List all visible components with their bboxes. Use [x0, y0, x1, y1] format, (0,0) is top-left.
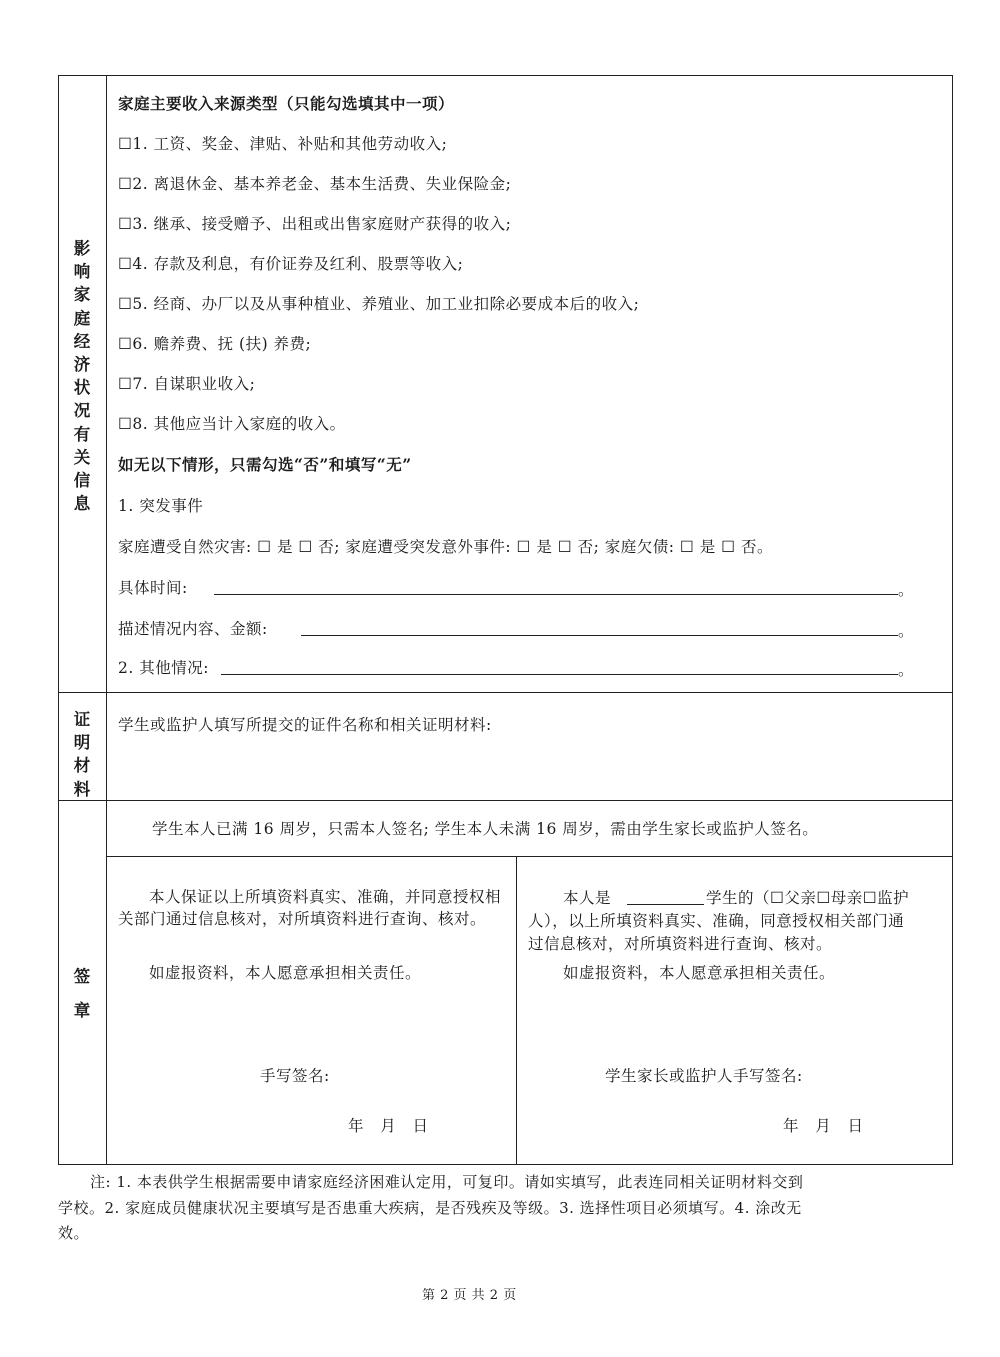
right-line-2: 人），以上所填资料真实、准确，同意授权相关部门通: [528, 912, 905, 930]
right-date: 年 月 日: [783, 1117, 864, 1135]
right-line-1b: 学生的（☐父亲☐母亲☐监护: [706, 889, 910, 907]
left-date: 年 月 日: [348, 1117, 429, 1135]
income-option-3: ☐3. 继承、接受赠予、出租或出售家庭财产获得的收入;: [118, 215, 512, 233]
page-footer: 第 2 页 共 2 页: [422, 1288, 517, 1303]
left-declaration: 本人保证以上所填资料真实、准确，并同意授权相关部门通过信息核对，对所填资料进行查询、核对。: [118, 888, 502, 928]
table-right-border: [952, 75, 953, 1165]
other-end-mark: 。: [898, 661, 915, 679]
income-option-1: ☐1. 工资、奖金、津贴、补贴和其他劳动收入;: [118, 135, 448, 153]
events-heading: 如无以下情形，只需勾选“否”和填写“无”: [118, 455, 412, 474]
note-line-1: 注: 1. 本表供学生根据需要申请家庭经济困难认定用，可复印。请如实填写，此表连同相关证明材料交到: [90, 1173, 804, 1191]
table-bottom-border: [58, 1164, 953, 1165]
events-sub-heading: 1. 突发事件: [118, 497, 204, 515]
note-line-3: 效。: [58, 1224, 90, 1242]
row-divider-2: [58, 800, 953, 801]
sign-notice: 学生本人已满 16 周岁，只需本人签名; 学生本人未满 16 周岁，需由学生家长或监护人签名。: [152, 820, 819, 838]
desc-field[interactable]: [301, 635, 898, 636]
time-end-mark: 。: [898, 581, 915, 599]
left-declaration-2: 如虚报资料，本人愿意承担相关责任。: [149, 964, 422, 982]
sign-split-divider: [516, 856, 517, 1165]
right-declaration-2: 如虚报资料，本人愿意承担相关责任。: [563, 964, 836, 982]
desc-end-mark: 。: [898, 622, 915, 640]
events-checkbox-line: 家庭遭受自然灾害: ☐ 是 ☐ 否; 家庭遭受突发意外事件: ☐ 是 ☐ 否; 家庭欠债: ☐ 是 ☐ 否。: [118, 538, 773, 556]
income-option-6: ☐6. 赡养费、抚 (扶) 养费;: [118, 335, 312, 353]
proof-input-area[interactable]: [118, 740, 938, 792]
right-student-name-field[interactable]: [627, 904, 704, 905]
right-line-1a: 本人是: [563, 889, 612, 907]
time-field[interactable]: [214, 594, 898, 595]
income-option-2: ☐2. 离退休金、基本养老金、基本生活费、失业保险金;: [118, 175, 512, 193]
desc-label: 描述情况内容、金额:: [118, 620, 268, 638]
right-signature-field[interactable]: [825, 1062, 940, 1086]
row-divider-1: [58, 692, 953, 693]
table-left-border: [58, 75, 59, 1165]
income-option-5: ☐5. 经商、办厂以及从事种植业、养殖业、加工业扣除必要成本后的收入;: [118, 295, 640, 313]
income-option-8: ☐8. 其他应当计入家庭的收入。: [118, 415, 346, 433]
section-label-sign: 签 章: [73, 967, 91, 1020]
label-column-divider: [106, 75, 107, 1165]
sign-notice-divider: [106, 856, 953, 857]
section-label-proof: 证 明 材 料: [73, 710, 91, 799]
income-option-4: ☐4. 存款及利息，有价证券及红利、股票等收入;: [118, 255, 464, 273]
other-label: 2. 其他情况:: [118, 659, 209, 677]
proof-text: 学生或监护人填写所提交的证件名称和相关证明材料:: [118, 716, 492, 734]
section-label-influence: 影 响 家 庭 经 济 状 况 有 关 信 息: [73, 239, 91, 514]
right-line-3: 过信息核对，对所填资料进行查询、核对。: [528, 935, 833, 953]
income-heading: 家庭主要收入来源类型（只能勾选填其中一项）: [118, 94, 455, 113]
other-field[interactable]: [221, 674, 898, 675]
note-line-2: 学校。2. 家庭成员健康状况主要填写是否患重大疾病，是否残疾及等级。3. 选择性项目必须填写。4. 涂改无: [58, 1199, 802, 1217]
left-signature-field[interactable]: [340, 1062, 500, 1086]
left-signature-label: 手写签名:: [260, 1067, 330, 1085]
time-label: 具体时间:: [118, 579, 188, 597]
right-signature-label: 学生家长或监护人手写签名:: [605, 1067, 803, 1085]
table-top-border: [58, 75, 953, 76]
income-option-7: ☐7. 自谋职业收入;: [118, 375, 256, 393]
